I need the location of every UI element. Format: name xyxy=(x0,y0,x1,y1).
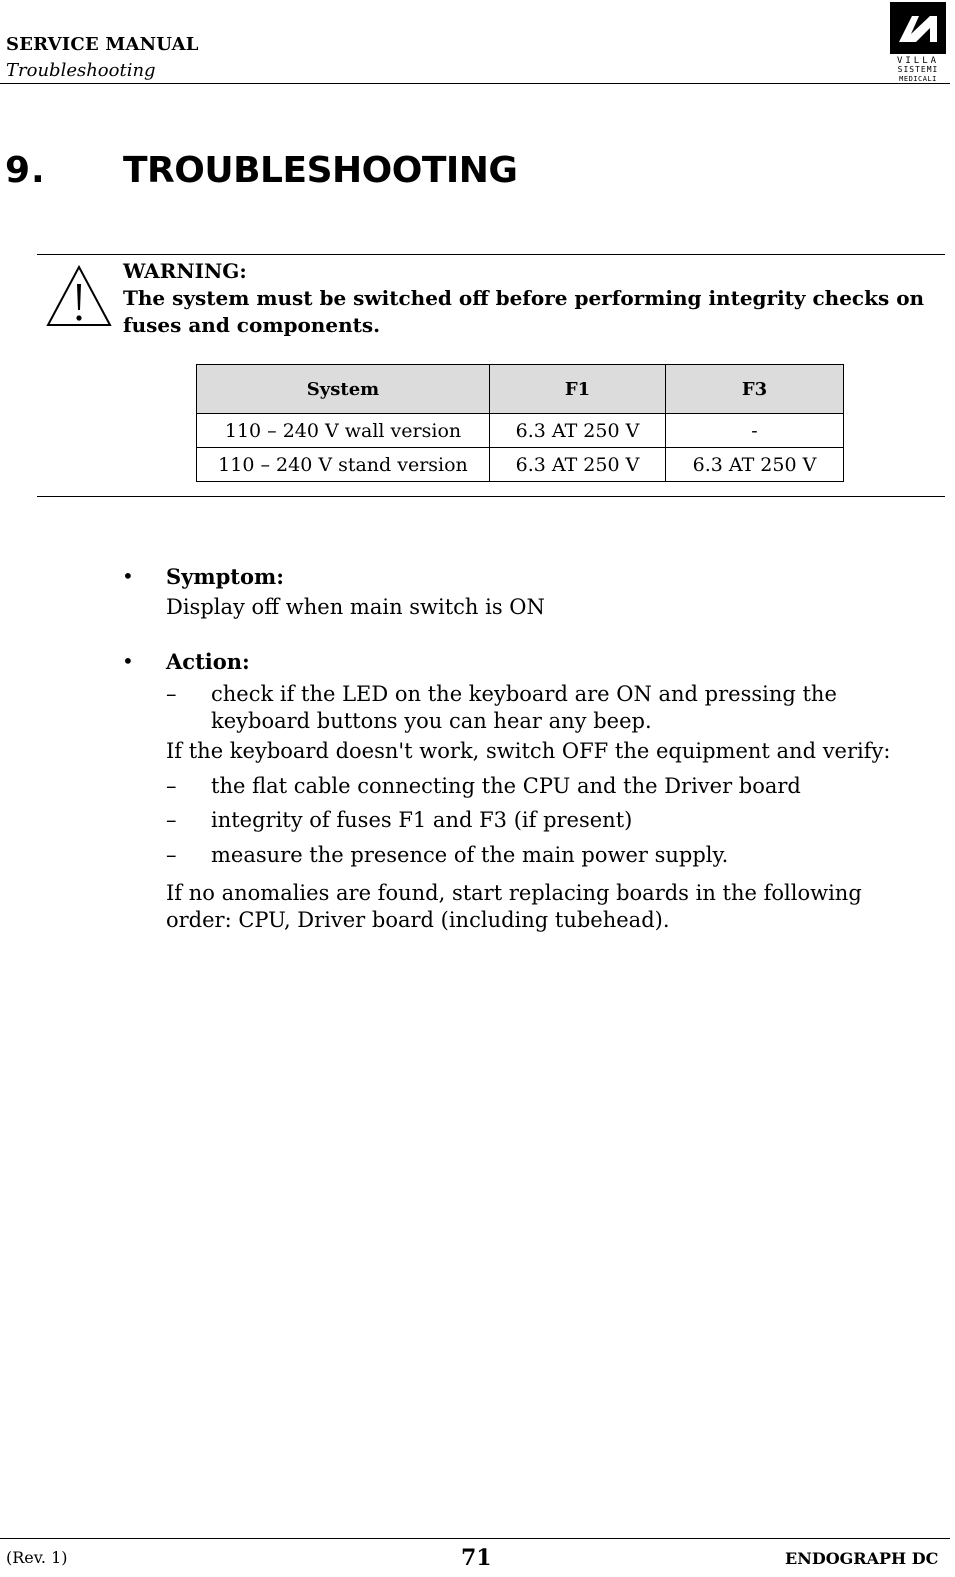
chapter-title: TROUBLESHOOTING xyxy=(123,150,518,191)
chapter-number: 9. xyxy=(5,150,46,191)
table-cell: - xyxy=(666,414,844,448)
villa-logo xyxy=(890,2,946,82)
bullet-symbol: • xyxy=(122,649,134,673)
dash-symbol: – xyxy=(166,774,177,798)
table-cell: 6.3 AT 250 V xyxy=(490,448,666,482)
column-header-f1: F1 xyxy=(490,365,666,414)
table-cell: 6.3 AT 250 V xyxy=(490,414,666,448)
footer-rule xyxy=(0,1538,950,1539)
page-number: 71 xyxy=(461,1545,492,1571)
verify-intro: If the keyboard doesn't work, switch OFF the equipment and verify: xyxy=(166,739,891,763)
table-cell: 110 – 240 V wall version xyxy=(197,414,490,448)
final-instruction-line: order: CPU, Driver board (including tubehead). xyxy=(166,908,670,932)
table-cell: 6.3 AT 250 V xyxy=(666,448,844,482)
svg-text:SISTEMI: SISTEMI xyxy=(897,65,939,74)
dash-symbol: – xyxy=(166,682,177,706)
symptom-label: Symptom: xyxy=(166,564,284,589)
column-header-f3: F3 xyxy=(666,365,844,414)
check-item: measure the presence of the main power supply. xyxy=(211,843,729,867)
action-label: Action: xyxy=(166,649,250,674)
dash-symbol: – xyxy=(166,808,177,832)
table-cell: 110 – 240 V stand version xyxy=(197,448,490,482)
section-subtitle: Troubleshooting xyxy=(6,60,156,81)
final-instruction-line: If no anomalies are found, start replacing boards in the following xyxy=(166,881,862,905)
warning-triangle-icon xyxy=(46,264,112,328)
warning-text: The system must be switched off before performing integrity checks on fuses and components. xyxy=(123,286,925,337)
symptom-text: Display off when main switch is ON xyxy=(166,595,545,619)
check-item: the flat cable connecting the CPU and the Driver board xyxy=(211,774,801,798)
dash-symbol: – xyxy=(166,843,177,867)
bullet-symbol: • xyxy=(122,564,134,588)
table-row xyxy=(197,414,844,448)
action-step-line: keyboard buttons you can hear any beep. xyxy=(211,709,652,733)
check-item: integrity of fuses F1 and F3 (if present) xyxy=(211,808,633,832)
column-header-system: System xyxy=(197,365,490,414)
action-step-line: check if the LED on the keyboard are ON and pressing the xyxy=(211,682,837,706)
svg-text:MEDICALI: MEDICALI xyxy=(899,75,937,82)
table-header-row xyxy=(197,365,844,414)
warning-bottom-rule xyxy=(37,496,945,497)
fuse-table xyxy=(196,364,844,482)
header-rule xyxy=(0,83,950,84)
product-name: ENDOGRAPH DC xyxy=(785,1549,939,1568)
svg-text:VILLA: VILLA xyxy=(896,56,940,66)
manual-title: SERVICE MANUAL xyxy=(6,34,199,55)
revision-label: (Rev. 1) xyxy=(6,1548,68,1567)
warning-top-rule xyxy=(37,254,945,255)
table-row xyxy=(197,448,844,482)
warning-label: WARNING: xyxy=(123,259,247,283)
